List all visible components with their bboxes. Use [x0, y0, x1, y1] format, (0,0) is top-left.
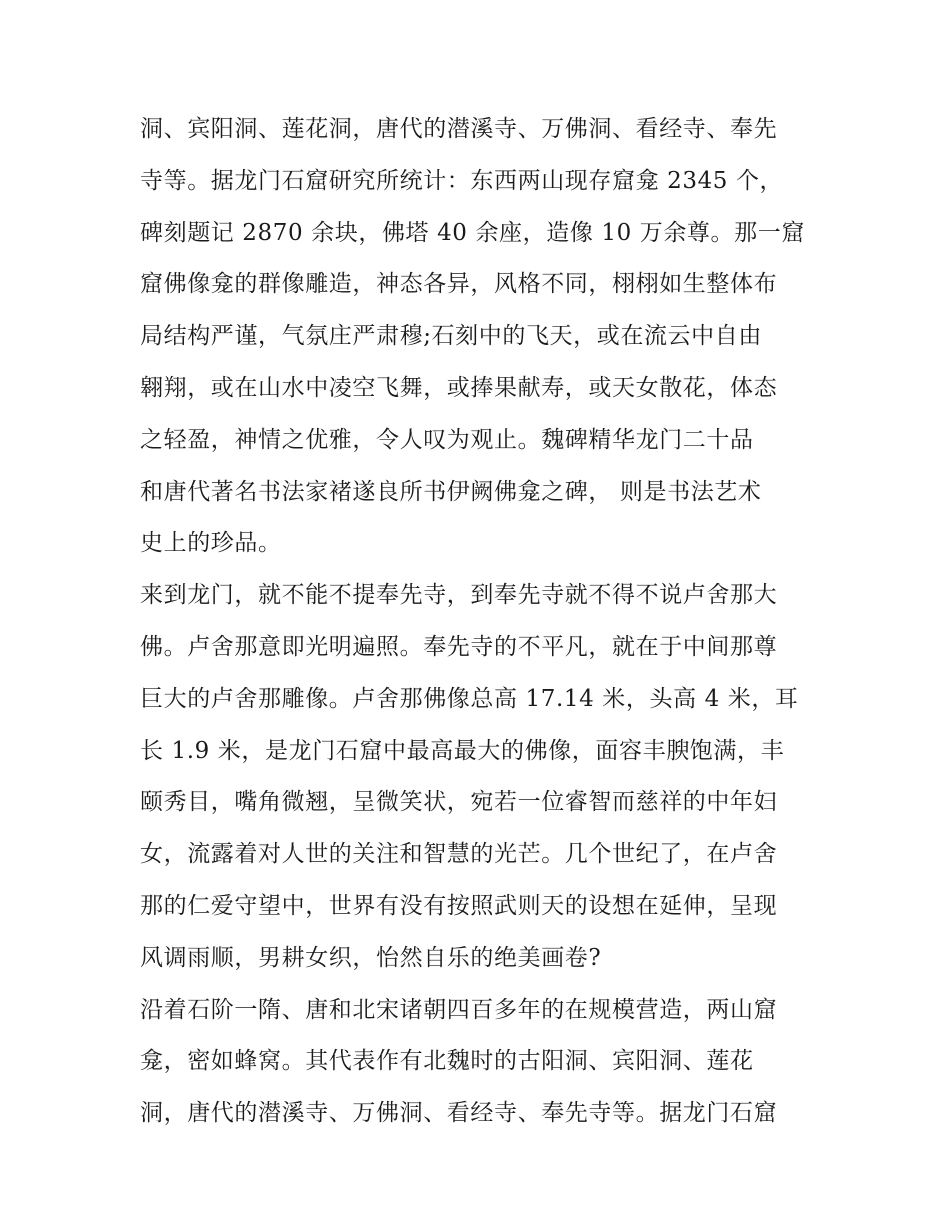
text-line: 沿着石阶一隋、唐和北宋诸朝四百多年的在规模营造，两山窟 [140, 996, 778, 1023]
body-text [140, 104, 830, 1140]
text-line: 龛，密如蜂窝。其代表作有北魏时的古阳洞、宾阳洞、莲花 [140, 1048, 754, 1075]
text-line: 风调雨顺，男耕女织，怡然自乐的绝美画卷? [140, 944, 602, 971]
text-line: 佛。卢舍那意即光明遍照。奉先寺的不平凡，就在于中间那尊 [140, 633, 778, 660]
text-line: 寺等。据龙门石窟研究所统计：东西两山现存窟龛 2345 个， [140, 167, 784, 194]
text-line: 长 1.9 米，是龙门石窟中最高最大的佛像，面容丰腴饱满，丰 [140, 737, 785, 764]
text-line: 那的仁爱守望中，世界有没有按照武则天的设想在延伸，呈现 [140, 892, 778, 919]
text-line: 洞、宾阳洞、莲花洞，唐代的潜溪寺、万佛洞、看经寺、奉先 [140, 116, 778, 142]
text-line: 巨大的卢舍那雕像。卢舍那佛像总高 17.14 米，头高 4 米，耳 [140, 685, 799, 712]
text-line: 局结构严谨，气氛庄严肃穆;石刻中的飞天，或在流云中自由 [140, 323, 762, 350]
text-line: 和唐代著名书法家褚遂良所书伊阙佛龛之碑， 则是书法艺术 [140, 478, 762, 505]
text-line: 之轻盈，神情之优雅，令人叹为观止。魏碑精华龙门二十品 [140, 426, 754, 453]
text-line: 女，流露着对人世的关注和智慧的光芒。几个世纪了，在卢舍 [140, 841, 778, 868]
text-line: 洞，唐代的潜溪寺、万佛洞、看经寺、奉先寺等。据龙门石窟 [140, 1100, 778, 1127]
text-line: 史上的珍品。 [140, 530, 282, 557]
text-line: 翱翔，或在山水中凌空飞舞，或捧果献寿，或天女散花，体态 [140, 374, 778, 401]
text-line: 窟佛像龛的群像雕造，神态各异，风格不同，栩栩如生整体布 [140, 271, 778, 298]
text-line: 碑刻题记 2870 余块，佛塔 40 余座，造像 10 万余尊。那一窟 [140, 219, 805, 246]
text-line: 颐秀目，嘴角微翘，呈微笑状，宛若一位睿智而慈祥的中年妇 [140, 789, 778, 816]
text-line: 来到龙门，就不能不提奉先寺，到奉先寺就不得不说卢舍那大 [140, 582, 778, 609]
